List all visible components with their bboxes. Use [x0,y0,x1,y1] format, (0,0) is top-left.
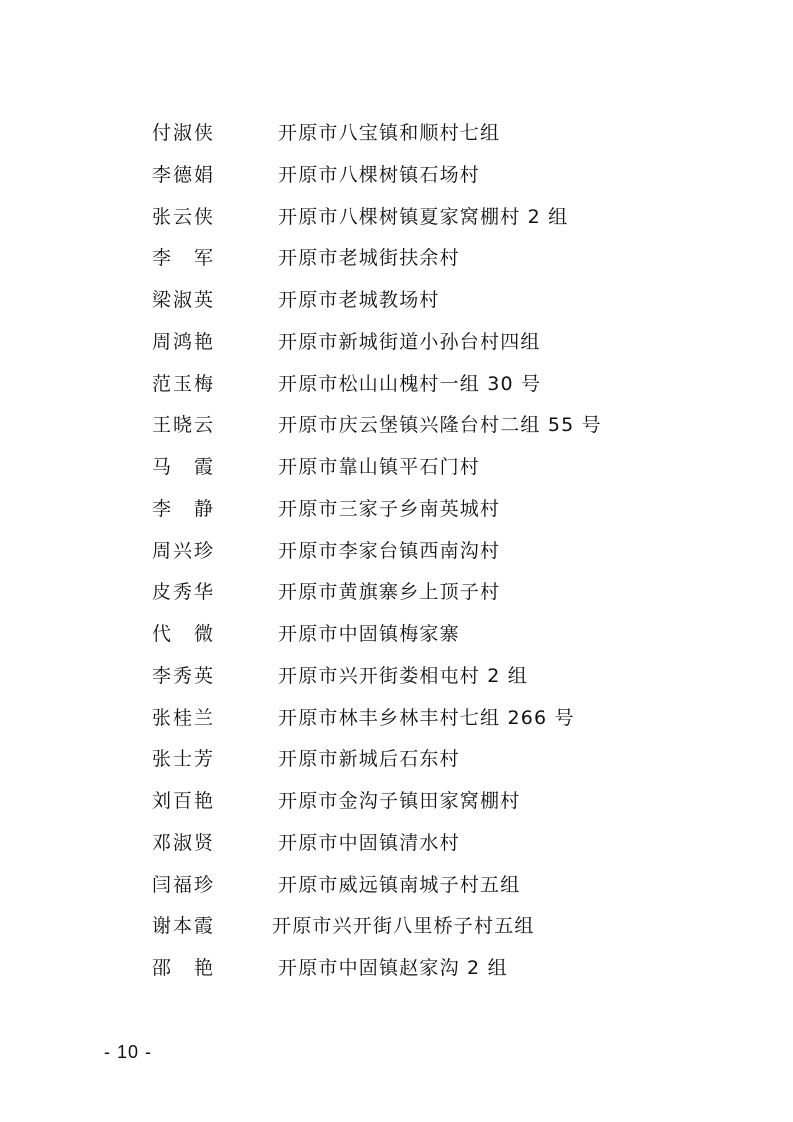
list-item [0,823,793,865]
person-name: 张桂兰 [152,706,216,729]
person-name: 闫福珍 [152,873,216,896]
list-item [0,280,793,322]
list-item [0,405,793,447]
person-address: 开原市松山山槐村一组 30 号 [278,372,542,395]
person-name: 代 微 [152,623,216,645]
person-address: 开原市八宝镇和顺村七组 [278,122,501,144]
person-name: 范玉梅 [152,372,216,395]
person-address: 开原市老城街扶余村 [278,247,460,270]
list-item [0,572,793,614]
person-name: 李秀英 [152,664,216,687]
list-item [0,739,793,781]
list-item [0,906,793,948]
person-address: 开原市新城街道小孙台村四组 [278,330,541,353]
list-item [0,155,793,197]
person-name: 周鸿艳 [152,330,216,353]
person-name: 张士芳 [152,748,216,771]
list-item [0,238,793,280]
person-name: 李 军 [152,247,216,270]
name-address-list [0,113,793,990]
person-address: 开原市中固镇赵家沟 2 组 [278,957,508,979]
person-address: 开原市新城后石东村 [278,748,460,771]
list-item [0,948,793,990]
person-address: 开原市黄旗寨乡上顶子村 [278,581,501,604]
list-item [0,865,793,907]
person-address: 开原市金沟子镇田家窝棚村 [278,790,521,812]
list-item [0,197,793,239]
person-address: 开原市三家子乡南英城村 [278,497,501,520]
person-name: 张云侠 [152,205,216,228]
person-address: 开原市中固镇清水村 [278,831,460,854]
person-address: 开原市老城教场村 [278,289,440,311]
list-item [0,531,793,573]
list-item [0,656,793,698]
person-name: 李 静 [152,497,216,520]
person-name: 刘百艳 [152,790,216,812]
person-address: 开原市兴开街八里桥子村五组 [272,915,535,938]
list-item [0,614,793,656]
person-address: 开原市八棵树镇石场村 [278,163,481,186]
person-address: 开原市李家台镇西南沟村 [278,539,501,562]
person-name: 王晓云 [152,414,216,437]
person-address: 开原市庆云堡镇兴隆台村二组 55 号 [278,414,602,437]
person-name: 李德娟 [152,163,216,186]
person-name: 周兴珍 [152,539,216,562]
list-item [0,364,793,406]
person-address: 开原市兴开街娄相屯村 2 组 [278,664,528,687]
list-item [0,113,793,155]
person-name: 谢本霞 [152,915,216,938]
person-name: 梁淑英 [152,289,216,311]
person-name: 皮秀华 [152,581,216,604]
person-address: 开原市林丰乡林丰村七组 266 号 [278,706,575,729]
list-item [0,781,793,823]
page-number: - 10 - [104,1042,153,1062]
person-name: 马 霞 [152,456,216,478]
person-name: 付淑侠 [152,122,216,144]
person-address: 开原市靠山镇平石门村 [278,456,481,478]
person-address: 开原市八棵树镇夏家窝棚村 2 组 [278,205,569,228]
person-name: 邓淑贤 [152,831,216,854]
person-address: 开原市威远镇南城子村五组 [278,873,521,896]
list-item [0,698,793,740]
list-item [0,447,793,489]
person-address: 开原市中固镇梅家寨 [278,623,460,645]
list-item [0,322,793,364]
list-item [0,489,793,531]
person-name: 邵 艳 [152,957,216,979]
